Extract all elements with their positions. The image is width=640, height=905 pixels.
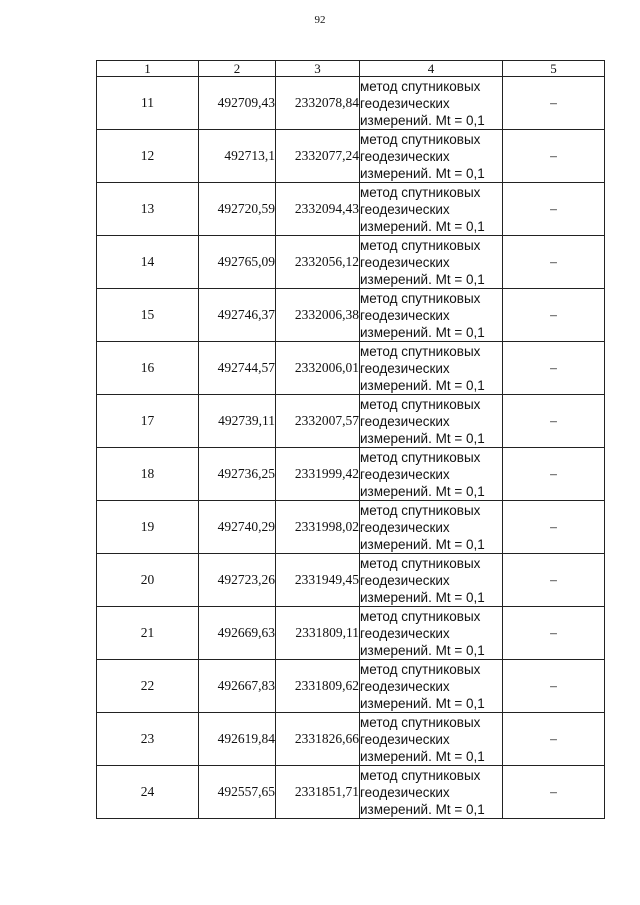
table-body (97, 77, 605, 819)
method-cell (360, 183, 503, 236)
page-number: 92 (314, 14, 326, 26)
method-line: геодезических (360, 201, 450, 217)
note-cell: – (503, 77, 605, 130)
table-row (97, 607, 605, 660)
y-coordinate-cell: 2331826,66 (276, 713, 360, 766)
table-row (97, 183, 605, 236)
y-coordinate-cell: 2331809,11 (276, 607, 360, 660)
table-row (97, 660, 605, 713)
y-coordinate-cell: 2331998,02 (276, 501, 360, 554)
point-number-cell: 16 (97, 342, 199, 395)
y-coordinate-cell: 2332077,24 (276, 130, 360, 183)
table-row (97, 448, 605, 501)
table-row (97, 766, 605, 819)
method-line: геодезических (360, 360, 450, 376)
method-cell (360, 236, 503, 289)
header-row (97, 61, 605, 77)
method-line: измерений. Mt = 0,1 (360, 536, 485, 552)
method-line: измерений. Mt = 0,1 (360, 801, 485, 817)
method-cell (360, 130, 503, 183)
table-row (97, 289, 605, 342)
note-cell: – (503, 395, 605, 448)
point-number-cell: 12 (97, 130, 199, 183)
method-line: метод спутниковых (360, 608, 481, 624)
table-row (97, 77, 605, 130)
method-line: геодезических (360, 307, 450, 323)
method-line: метод спутниковых (360, 767, 481, 783)
method-line: геодезических (360, 731, 450, 747)
method-line: геодезических (360, 784, 450, 800)
point-number-cell: 23 (97, 713, 199, 766)
header-col-3: 3 (276, 61, 360, 77)
table-row (97, 342, 605, 395)
method-line: метод спутниковых (360, 237, 481, 253)
note-cell: – (503, 236, 605, 289)
x-coordinate-cell: 492713,1 (199, 130, 276, 183)
header-col-2: 2 (199, 61, 276, 77)
method-line: метод спутниковых (360, 661, 481, 677)
method-line: измерений. Mt = 0,1 (360, 218, 485, 234)
method-line: измерений. Mt = 0,1 (360, 430, 485, 446)
note-cell: – (503, 289, 605, 342)
method-cell (360, 77, 503, 130)
y-coordinate-cell: 2332006,01 (276, 342, 360, 395)
method-line: геодезических (360, 254, 450, 270)
note-cell: – (503, 183, 605, 236)
method-line: геодезических (360, 572, 450, 588)
y-coordinate-cell: 2331809,62 (276, 660, 360, 713)
y-coordinate-cell: 2332094,43 (276, 183, 360, 236)
method-line: метод спутниковых (360, 396, 481, 412)
method-line: измерений. Mt = 0,1 (360, 483, 485, 499)
method-line: измерений. Mt = 0,1 (360, 695, 485, 711)
method-line: геодезических (360, 466, 450, 482)
y-coordinate-cell: 2332007,57 (276, 395, 360, 448)
note-cell: – (503, 713, 605, 766)
table-row (97, 554, 605, 607)
y-coordinate-cell: 2332006,38 (276, 289, 360, 342)
method-cell (360, 607, 503, 660)
note-cell: – (503, 130, 605, 183)
method-line: метод спутниковых (360, 131, 481, 147)
table-header (97, 61, 605, 77)
method-cell (360, 713, 503, 766)
note-cell: – (503, 342, 605, 395)
method-line: измерений. Mt = 0,1 (360, 589, 485, 605)
point-number-cell: 17 (97, 395, 199, 448)
method-line: геодезических (360, 625, 450, 641)
table-row (97, 713, 605, 766)
point-number-cell: 21 (97, 607, 199, 660)
point-number-cell: 19 (97, 501, 199, 554)
x-coordinate-cell: 492765,09 (199, 236, 276, 289)
y-coordinate-cell: 2331949,45 (276, 554, 360, 607)
point-number-cell: 24 (97, 766, 199, 819)
point-number-cell: 14 (97, 236, 199, 289)
coordinates-table (96, 60, 605, 819)
method-line: измерений. Mt = 0,1 (360, 271, 485, 287)
y-coordinate-cell: 2331851,71 (276, 766, 360, 819)
method-line: измерений. Mt = 0,1 (360, 377, 485, 393)
table-row (97, 130, 605, 183)
point-number-cell: 22 (97, 660, 199, 713)
header-col-5: 5 (503, 61, 605, 77)
method-cell (360, 554, 503, 607)
point-number-cell: 18 (97, 448, 199, 501)
table-row (97, 236, 605, 289)
x-coordinate-cell: 492746,37 (199, 289, 276, 342)
method-line: измерений. Mt = 0,1 (360, 324, 485, 340)
point-number-cell: 20 (97, 554, 199, 607)
y-coordinate-cell: 2332056,12 (276, 236, 360, 289)
x-coordinate-cell: 492557,65 (199, 766, 276, 819)
x-coordinate-cell: 492723,26 (199, 554, 276, 607)
note-cell: – (503, 660, 605, 713)
method-line: геодезических (360, 413, 450, 429)
x-coordinate-cell: 492619,84 (199, 713, 276, 766)
method-cell (360, 342, 503, 395)
method-line: измерений. Mt = 0,1 (360, 642, 485, 658)
x-coordinate-cell: 492720,59 (199, 183, 276, 236)
y-coordinate-cell: 2331999,42 (276, 448, 360, 501)
method-line: метод спутниковых (360, 449, 481, 465)
method-line: метод спутниковых (360, 502, 481, 518)
x-coordinate-cell: 492667,83 (199, 660, 276, 713)
method-line: геодезических (360, 148, 450, 164)
method-line: метод спутниковых (360, 184, 481, 200)
method-cell (360, 501, 503, 554)
x-coordinate-cell: 492739,11 (199, 395, 276, 448)
method-line: метод спутниковых (360, 714, 481, 730)
point-number-cell: 11 (97, 77, 199, 130)
method-line: метод спутниковых (360, 343, 481, 359)
method-line: метод спутниковых (360, 555, 481, 571)
x-coordinate-cell: 492709,43 (199, 77, 276, 130)
table-row (97, 395, 605, 448)
method-line: измерений. Mt = 0,1 (360, 112, 485, 128)
method-line: геодезических (360, 95, 450, 111)
note-cell: – (503, 448, 605, 501)
header-col-4: 4 (360, 61, 503, 77)
method-line: метод спутниковых (360, 290, 481, 306)
method-cell (360, 660, 503, 713)
note-cell: – (503, 607, 605, 660)
note-cell: – (503, 766, 605, 819)
point-number-cell: 15 (97, 289, 199, 342)
method-cell (360, 448, 503, 501)
note-cell: – (503, 501, 605, 554)
note-cell: – (503, 554, 605, 607)
x-coordinate-cell: 492669,63 (199, 607, 276, 660)
method-line: геодезических (360, 678, 450, 694)
x-coordinate-cell: 492740,29 (199, 501, 276, 554)
method-line: геодезических (360, 519, 450, 535)
method-cell (360, 289, 503, 342)
method-cell (360, 766, 503, 819)
x-coordinate-cell: 492744,57 (199, 342, 276, 395)
table-row (97, 501, 605, 554)
point-number-cell: 13 (97, 183, 199, 236)
method-line: измерений. Mt = 0,1 (360, 165, 485, 181)
method-line: метод спутниковых (360, 78, 481, 94)
header-col-1: 1 (97, 61, 199, 77)
x-coordinate-cell: 492736,25 (199, 448, 276, 501)
method-cell (360, 395, 503, 448)
method-line: измерений. Mt = 0,1 (360, 748, 485, 764)
y-coordinate-cell: 2332078,84 (276, 77, 360, 130)
